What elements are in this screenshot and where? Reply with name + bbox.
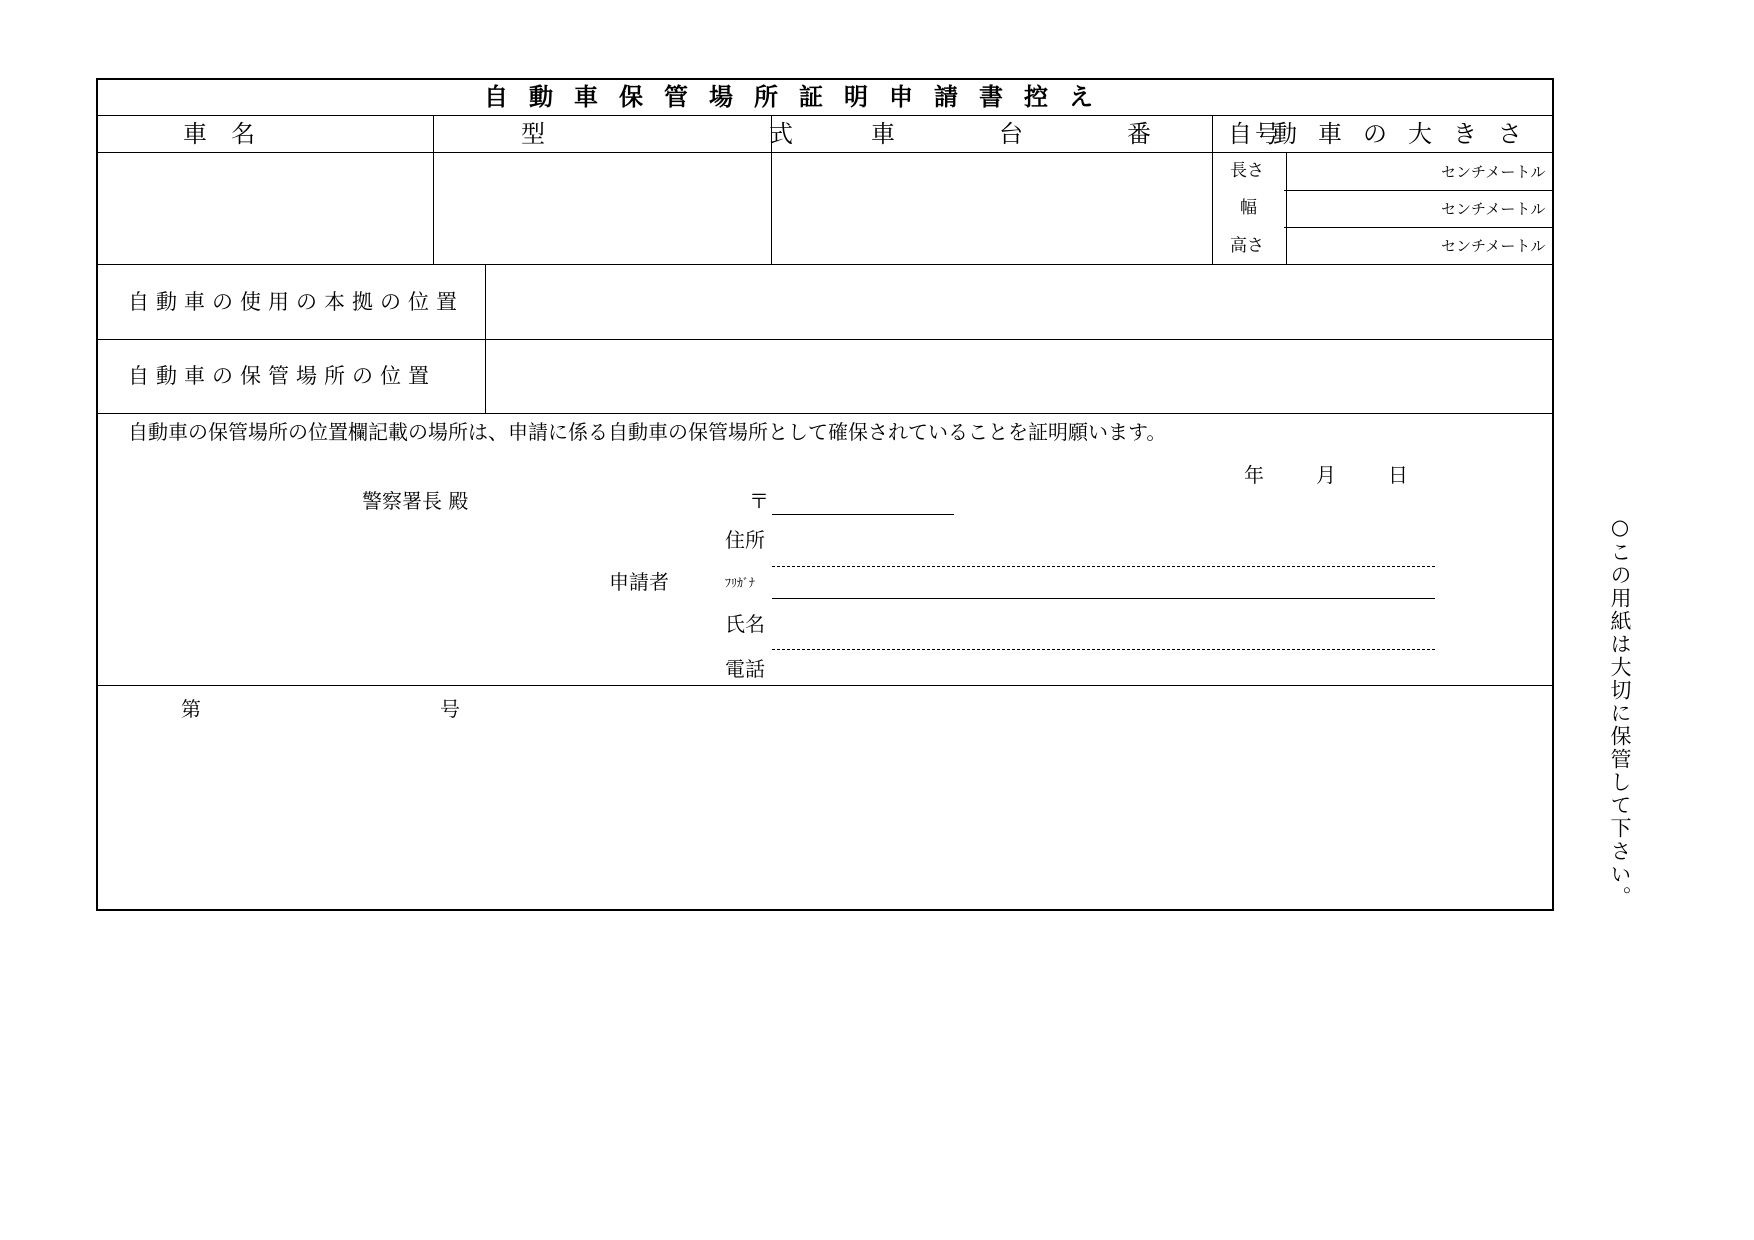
size-width-unit: センチメートル — [1441, 200, 1546, 218]
size-height-unit: センチメートル — [1441, 237, 1546, 255]
form-title: 自動車保管場所証明申請書控え — [484, 83, 1114, 111]
rule-size-row-2 — [1284, 227, 1554, 228]
addressee: 警察署長 殿 — [362, 489, 469, 513]
size-height-label: 高さ — [1230, 236, 1264, 256]
size-length-label: 長さ — [1230, 161, 1264, 181]
date-year: 年 — [1244, 463, 1264, 487]
number-prefix: 第 — [181, 697, 201, 721]
rule-applicant-bottom — [96, 685, 1554, 686]
side-note: ○この用紙は大切に保管して下さい。 — [1608, 515, 1632, 909]
postal-code-line — [772, 514, 954, 515]
base-location-label: 自動車の使用の本拠の位置 — [128, 290, 464, 314]
date-month: 月 — [1316, 463, 1336, 487]
header-model: 型 式 — [521, 120, 893, 148]
header-vehicle-size: 自動車の大きさ — [1228, 120, 1543, 148]
declaration-text: 自動車の保管場所の位置欄記載の場所は、申請に係る自動車の保管場所として確保されていることを証明願います。 — [128, 420, 1167, 444]
furigana-label: ﾌﾘｶﾞﾅ — [725, 576, 756, 590]
rule-title-bottom — [96, 115, 1554, 116]
address-label: 住所 — [725, 528, 765, 552]
header-chassis-number: 車 台 番 号 — [871, 120, 1319, 148]
storage-location-label: 自動車の保管場所の位置 — [128, 364, 436, 388]
name-line — [772, 649, 1435, 650]
rule-vehicle-bottom — [96, 264, 1554, 265]
name-label: 氏名 — [725, 612, 765, 636]
rule-location-label-col — [485, 264, 486, 413]
size-length-unit: センチメートル — [1441, 163, 1546, 181]
rule-size-label-col — [1286, 152, 1287, 264]
rule-col-1 — [433, 115, 434, 264]
form-frame — [96, 78, 1554, 911]
address-line — [772, 566, 1435, 567]
postal-mark: 〒 — [749, 489, 769, 513]
number-suffix: 号 — [440, 697, 460, 721]
rule-size-row-1 — [1284, 190, 1554, 191]
furigana-line — [772, 598, 1435, 599]
size-width-label: 幅 — [1240, 198, 1257, 218]
header-car-name-text: 車 名 — [183, 120, 255, 148]
phone-label: 電話 — [725, 657, 765, 681]
header-car-name — [183, 122, 345, 146]
rule-storage-bottom — [96, 413, 1554, 414]
rule-header-bottom — [96, 152, 1554, 153]
applicant-label: 申請者 — [609, 570, 669, 594]
rule-base-bottom — [96, 339, 1554, 340]
date-day: 日 — [1388, 463, 1408, 487]
